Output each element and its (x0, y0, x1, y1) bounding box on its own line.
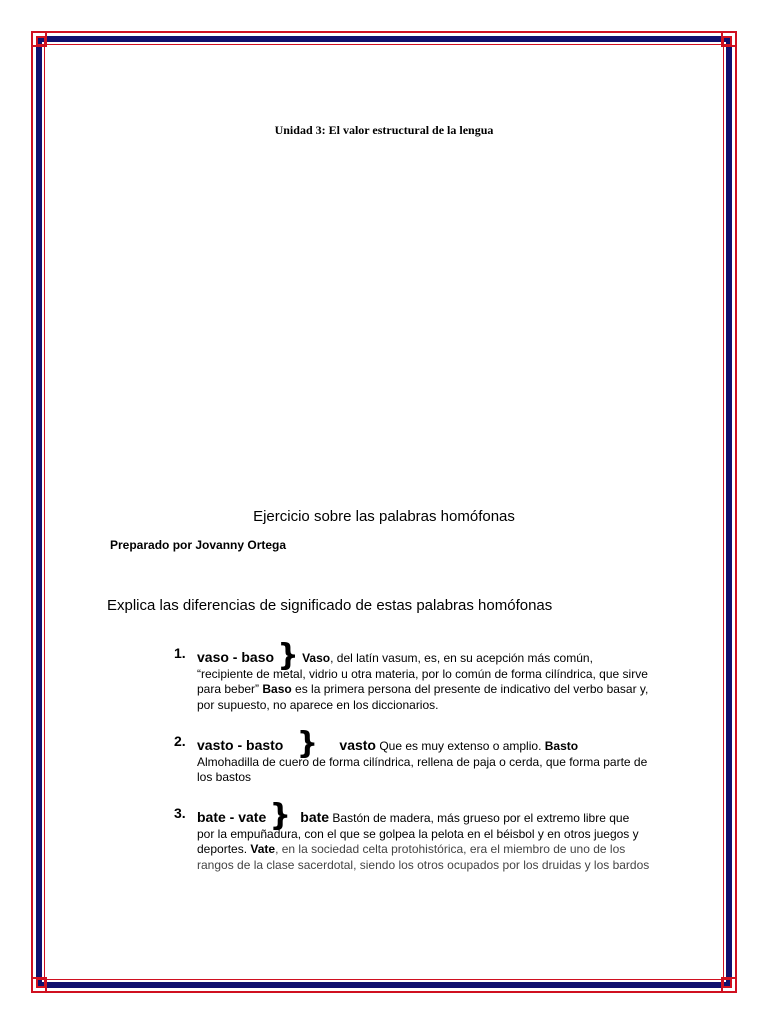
border-corner-ornament (722, 978, 732, 988)
keyword: Basto (544, 739, 579, 753)
definition-text: , en la sociedad celta protohistórica, era el miembro de uno de los rangos de la clase sacerdotal, siendo los otros ocupados por los druidas y los bardos (197, 842, 650, 872)
definition-text: , del latín vasum, es, en su acepción más común, (330, 651, 593, 665)
word-pair: bate - vate (197, 809, 267, 825)
list-item (174, 798, 664, 873)
brace-icon: } (269, 798, 291, 833)
item-number: 1. (174, 645, 186, 661)
definition-text: Almohadilla de cuero de forma cilíndrica, rellena de paja o cerda, que forma parte de los bastos (197, 754, 648, 784)
definition-text: es la primera persona del presente de indicativo del verbo basar y, por supuesto, no aparece en los diccionarios. (197, 682, 649, 712)
word-pair: vaso - baso (197, 649, 275, 665)
unit-title: Unidad 3: El valor estructural de la lengua (274, 123, 494, 137)
exercise-title: Ejercicio sobre las palabras homófonas (253, 508, 515, 525)
definition-text: “recipiente de metal, vidrio u otra materia, por lo común de forma cilíndrica, que sirve para beber” (197, 666, 648, 696)
keyword: bate (300, 809, 330, 825)
instruction: Explica las diferencias de significado de estas palabras homófonas (107, 597, 553, 614)
word-pair: vasto - basto (197, 737, 284, 753)
list-item (174, 726, 664, 786)
keyword: Vaso (302, 651, 331, 665)
keyword: vasto (339, 737, 376, 753)
list-item (174, 638, 664, 713)
item-number: 2. (174, 733, 186, 749)
brace-icon: } (277, 638, 299, 673)
item-number: 3. (174, 805, 186, 821)
author-line: Preparado por Jovanny Ortega (110, 538, 287, 552)
keyword: Vate (250, 842, 276, 856)
border-corner-ornament (722, 36, 732, 46)
keyword: Baso (262, 682, 292, 696)
border-corner-ornament (36, 978, 46, 988)
brace-icon: } (296, 726, 319, 761)
definition-text: Bastón de madera, más grueso por el extremo libre que (329, 811, 630, 825)
border-corner-ornament (36, 36, 46, 46)
definition-text: por la empuñadura, con el que se golpea la pelota en el béisbol y en otros juegos y deportes. (197, 826, 639, 856)
definition-text: Que es muy extenso o amplio. (375, 739, 545, 753)
